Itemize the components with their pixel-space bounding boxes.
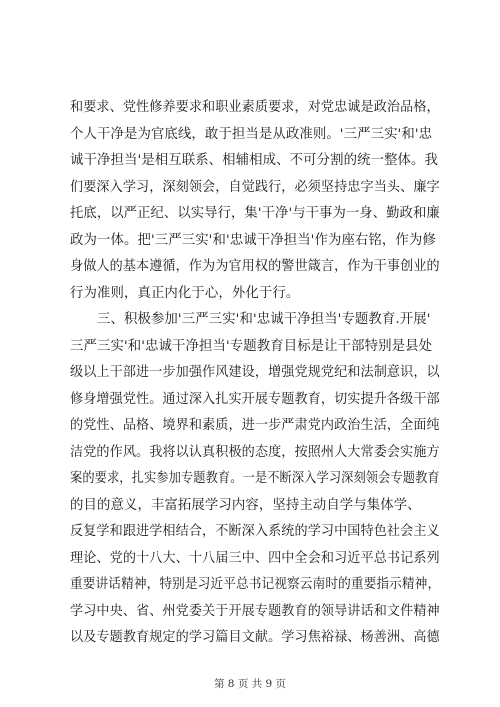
text-line: 三严三实'和'忠诚干净担当'专题教育目标是让干部特别是县处 xyxy=(70,338,433,354)
text-line: 理论、党的十八大、十八届三中、四中全会和习近平总书记系列 xyxy=(70,550,440,566)
text-line: 洁党的作风。我将以认真积极的态度，按照州人大常委会实施方 xyxy=(70,444,440,460)
text-line: 学习中央、省、州党委关于开展专题教育的领导讲话和文件精神 xyxy=(70,603,440,619)
page-number-footer: 第 8 页 共 9 页 xyxy=(213,678,287,690)
body-text xyxy=(70,95,440,652)
text-line: 修身增强党性。通过深入扎实开展专题教育，切实提升各级干部 xyxy=(70,391,440,407)
text-line: 个人干净是为官底线，敢于担当是从政准则。'三严三实'和'忠 xyxy=(70,126,433,142)
text-line: 反复学和跟进学相结合，不断深入系统的学习中国特色社会主义 xyxy=(70,524,440,539)
text-line: 以及专题教育规定的学习篇目文献。学习焦裕禄、杨善洲、高德 xyxy=(70,630,440,645)
text-line: 政为一体。把'三严三实'和'忠诚干净担当'作为座右铭，作为修 xyxy=(70,232,436,248)
text-line: 案的要求，扎实参加专题教育。一是不断深入学习深刻领会专题教育 xyxy=(70,471,440,486)
text-line: 和要求、党性修养要求和职业素质要求，对党忠诚是政治品格， xyxy=(70,100,440,115)
text-line: 们要深入学习，深刻领会，自觉践行，必须坚持忠字当头、廉字 xyxy=(70,179,440,195)
text-line: 的党性、品格、境界和素质，进一步严肃党内政治生活，全面纯 xyxy=(70,418,440,433)
text-line: 身做人的基本遵循，作为为官用权的警世箴言，作为干事创业的 xyxy=(70,259,440,274)
text-line: 级以上干部进一步加强作风建设，增强党规党纪和法制意识，以 xyxy=(70,365,440,380)
text-line: 诚干净担当'是相互联系、相辅相成、不可分割的统一整体。我 xyxy=(70,153,439,168)
text-line: 行为准则，真正内化于心，外化于行。 xyxy=(70,285,300,301)
text-line: 重要讲话精神，特别是习近平总书记视察云南时的重要指示精神， xyxy=(70,577,441,592)
section-heading-line: 三、积极参加'三严三实'和'忠诚干净担当'专题教育.开展' xyxy=(70,312,431,327)
text-line: 托底，以严正纪、以实导行，集'干净'与干事为一身、勤政和廉 xyxy=(70,206,440,221)
text-line: 的目的意义，丰富拓展学习内容，坚持主动自学与集体学、 xyxy=(70,497,421,513)
